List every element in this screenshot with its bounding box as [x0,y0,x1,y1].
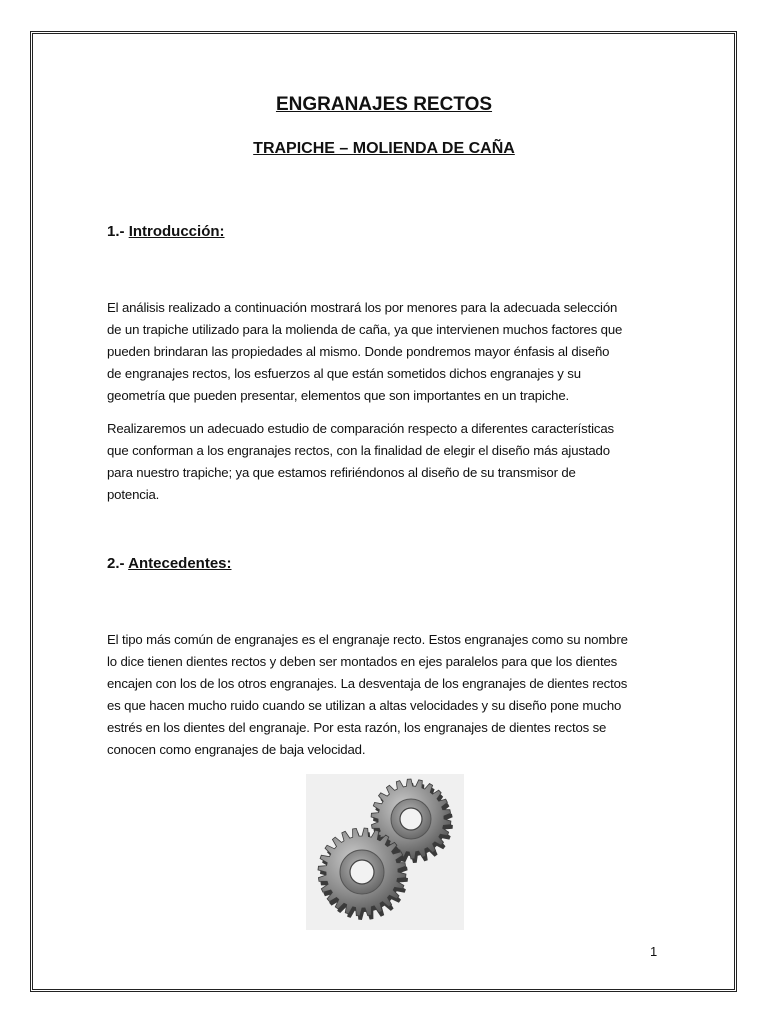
paragraph [107,297,667,407]
section-number: 2.- [107,555,125,572]
text-line: Realizaremos un adecuado estudio de comparación respecto a diferentes características [107,421,614,436]
page-number: 1 [650,944,658,959]
text-line: El análisis realizado a continuación mostrará los por menores para la adecuada selección [107,300,618,315]
document-subtitle: TRAPICHE – MOLIENDA DE CAÑA [253,140,515,157]
text-line: lo dice tienen dientes rectos y deben ser montados en ejes paralelos para que los dientes [107,654,618,669]
text-line: que conforman a los engranajes rectos, con la finalidad de elegir el diseño más ajustado [107,443,610,458]
text-line: encajen con los de los otros engranajes. La desventaja de los engranajes de dientes rectos [107,676,628,691]
section-title: Introducción: [128,223,225,240]
paragraph [107,629,667,761]
spur-gears-image [306,774,464,930]
section-heading-introduccion [107,223,225,240]
text-line: El tipo más común de engranajes es el engranaje recto. Estos engranajes como su nombre [107,632,628,647]
section-number: 1.- [107,223,125,240]
paragraph [107,418,667,506]
text-line: pueden brindaran las propiedades al mismo. Donde pondremos mayor énfasis al diseño [107,344,610,359]
text-line: potencia. [107,487,160,502]
text-line: estrés en los dientes del engranaje. Por esta razón, los engranajes de dientes rectos se [107,720,607,735]
text-line: geometría que pueden presentar, elementos que son importantes en un trapiche. [107,388,570,403]
document-title: ENGRANAJES RECTOS [275,94,493,115]
gear-icon [306,774,464,930]
section-heading-antecedentes [107,555,232,572]
text-line: conocen como engranajes de baja velocidad. [107,742,366,757]
text-line: de engranajes rectos, los esfuerzos al que están sometidos dichos engranajes y su [107,366,581,381]
text-line: para nuestro trapiche; ya que estamos refiriéndonos al diseño de su transmisor de [107,465,576,480]
text-line: de un trapiche utilizado para la molienda de caña, ya que intervienen muchos factores que [107,322,623,337]
section-title: Antecedentes: [128,555,232,572]
text-line: es que hacen mucho ruido cuando se utilizan a altas velocidades y su diseño pone mucho [107,698,622,713]
